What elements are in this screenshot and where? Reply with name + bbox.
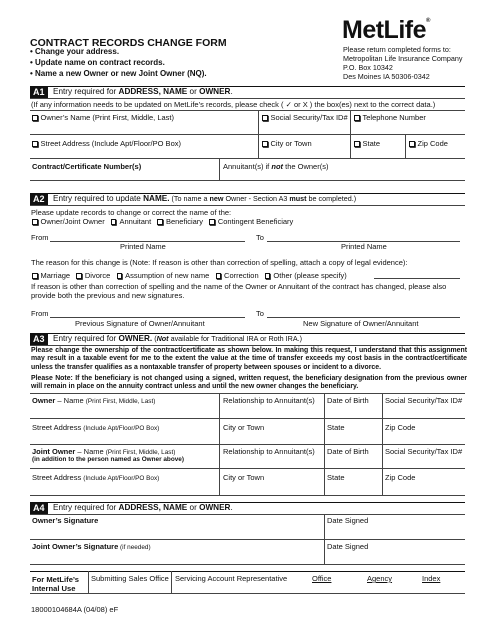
a3-street-small: (Include Apt/Floor/PO Box)	[83, 425, 160, 432]
a1-title-pre: Entry required for	[53, 87, 119, 96]
a1-contract-field[interactable]: Contract/Certificate Number(s)	[32, 162, 142, 171]
a3-title	[53, 333, 302, 345]
a2-other-specify-line[interactable]	[374, 278, 460, 279]
a2-from-label: From	[31, 233, 49, 242]
footer-bottom-rule	[30, 593, 465, 594]
a1-row-rule-3	[30, 158, 465, 159]
reason-new-name[interactable]	[117, 271, 210, 280]
agency-field[interactable]: Agency	[367, 574, 393, 583]
a4-title-pre: Entry required for	[53, 503, 119, 512]
role-owner-label: Owner/Joint Owner	[40, 217, 105, 226]
a1-title-end: .	[230, 87, 233, 96]
checkbox-state[interactable]	[354, 141, 360, 147]
a1-rule	[30, 98, 465, 99]
a3-dob-field[interactable]: Date of Birth	[327, 396, 369, 405]
bullet-2: • Update name on contract records.	[30, 58, 165, 67]
checkbox-role-beneficiary[interactable]	[157, 219, 163, 225]
servicing-rep-field[interactable]: Servicing Account Representative	[175, 574, 288, 583]
reason-correction-label: Correction	[224, 271, 259, 280]
reason-divorce-label: Divorce	[84, 271, 111, 280]
a1-row-rule-1	[30, 110, 465, 111]
a3-joint-state[interactable]: State	[327, 473, 345, 482]
a3-relationship-field[interactable]: Relationship to Annuitant(s)	[223, 396, 315, 405]
a3-note-b: Not	[156, 334, 169, 343]
a2-new-sig-line[interactable]	[267, 317, 460, 318]
a3-joint-name: – Name	[75, 447, 106, 456]
a3-zip-field[interactable]: Zip Code	[385, 423, 416, 432]
a3-note-pre: (	[152, 334, 157, 343]
a3-bottom-rule	[30, 495, 465, 496]
a2-badge: A2	[30, 193, 48, 205]
a1-title	[53, 86, 233, 98]
a3-joint-bold: Joint Owner	[32, 447, 76, 456]
a3-state-field[interactable]: State	[327, 423, 345, 432]
a1-divider-5	[405, 134, 406, 158]
a2-note-b2: must	[289, 194, 307, 203]
return-line-1: Please return completed forms to:	[343, 45, 451, 54]
logo-text: MetLife	[342, 16, 426, 44]
a3-joint-small: (Print First, Middle, Last)	[105, 449, 176, 456]
reason-other[interactable]	[265, 271, 347, 280]
a1-instruction: (If any information needs to be updated on MetLife’s records, please check ( ✓ or X ) the box(es) next to the correct data.)	[31, 100, 436, 109]
a1-street-label: Street Address (Include Apt/Floor/PO Box)	[40, 139, 181, 148]
a3-owner-name: – Name	[55, 396, 86, 405]
a1-phone-field[interactable]	[354, 113, 426, 122]
role-annuitant-label: Annuitant	[119, 217, 152, 226]
checkbox-role-contingent[interactable]	[209, 219, 215, 225]
joint-sig-note: (if needed)	[118, 544, 151, 551]
a1-divider-4	[350, 134, 351, 158]
bullet-1: • Change your address.	[30, 47, 120, 56]
a4-title	[53, 502, 233, 514]
checkbox-street[interactable]	[32, 141, 38, 147]
a2-update-text: Please update records to change or correct the name of the:	[31, 208, 232, 217]
a2-new-sig-label: New Signature of Owner/Annuitant	[303, 319, 419, 328]
a2-roles	[32, 217, 293, 226]
a3-ssn-field[interactable]: Social Security/Tax ID#	[385, 396, 463, 405]
a1-annuitant-field[interactable]	[223, 162, 328, 171]
a3-title-pre: Entry required for	[53, 334, 119, 343]
a3-row-rule-3	[30, 468, 465, 469]
date-signed-field[interactable]: Date Signed	[327, 516, 369, 525]
a1-annuitant-end: the Owner(s)	[283, 162, 329, 171]
a3-row-rule-2	[30, 444, 465, 445]
metlife-logo: MetLife®	[342, 16, 430, 44]
a3-note-end: available for Traditional IRA or Roth IRA.)	[168, 334, 303, 343]
return-line-3: P.O. Box 10342	[343, 63, 393, 72]
a3-owner-small: (Print First, Middle, Last)	[85, 398, 156, 405]
a3-joint-note: (in addition to the person named as Owner above)	[32, 456, 184, 463]
submitting-sales-office-field[interactable]: Submitting Sales Office	[91, 574, 169, 583]
a1-title-bold2: OWNER	[199, 87, 231, 96]
a1-street-field[interactable]	[32, 139, 181, 148]
a2-note-end: be completed.)	[306, 194, 357, 203]
bullet-1-text: Change your address.	[35, 47, 120, 56]
a1-ssn-field[interactable]	[262, 113, 348, 122]
role-contingent[interactable]	[209, 217, 293, 226]
a1-divider-1	[258, 110, 259, 134]
checkbox-correction[interactable]	[216, 273, 222, 279]
a1-divider-2	[350, 110, 351, 134]
a2-to-label: To	[256, 233, 264, 242]
checkbox-divorce[interactable]	[76, 273, 82, 279]
role-owner[interactable]	[32, 217, 105, 226]
a3-city-field[interactable]: City or Town	[223, 423, 265, 432]
a4-title-end: .	[230, 503, 233, 512]
a2-title-pre: Entry required to update	[53, 194, 144, 203]
a3-owner-bold: Owner	[32, 396, 56, 405]
date-signed-2-field[interactable]: Date Signed	[327, 542, 369, 551]
a2-rule	[30, 205, 465, 206]
checkbox-marriage[interactable]	[32, 273, 38, 279]
a3-para-1: Please change the ownership of the contract/certificate as shown below. In making this request, I understand that this assignment may result in a taxable event for me to the extent the value at the time of transfer exceeds my cost basis in the contract/certificate unless the transfer qualifies as a nontaxable transfer of property between spouses or incident to a divorce.	[31, 347, 467, 371]
a2-printed-name-2: Printed Name	[341, 242, 387, 251]
return-address	[343, 45, 462, 81]
role-annuitant[interactable]	[111, 217, 151, 226]
a3-badge: A3	[30, 333, 48, 345]
a2-note-b1: new	[209, 194, 224, 203]
office-field[interactable]: Office	[312, 574, 332, 583]
return-line-4: Des Moines IA 50306-0342	[343, 72, 430, 81]
a1-title-bold: ADDRESS, NAME	[118, 87, 188, 96]
a1-city-field[interactable]	[262, 139, 312, 148]
checkbox-phone[interactable]	[354, 115, 360, 121]
a3-joint-city[interactable]: City or Town	[223, 473, 265, 482]
a3-row-rule-1	[30, 418, 465, 419]
bullet-2-text: Update name on contract records.	[35, 58, 165, 67]
a3-street-label: Street Address	[32, 423, 84, 432]
a2-prev-sig-line[interactable]	[50, 317, 245, 318]
a1-zip-field[interactable]	[409, 139, 448, 148]
a1-city-label: City or Town	[270, 139, 312, 148]
reason-marriage-label: Marriage	[40, 271, 71, 280]
a3-joint-street-field[interactable]	[32, 473, 159, 483]
a2-to-label-2: To	[256, 309, 264, 318]
a4-bottom-rule	[30, 564, 465, 565]
a3-joint-relationship[interactable]: Relationship to Annuitant(s)	[223, 447, 315, 456]
checkbox-role-owner[interactable]	[32, 219, 38, 225]
a4-row-rule	[30, 539, 465, 540]
reason-correction[interactable]	[216, 271, 259, 280]
checkbox-other[interactable]	[265, 273, 271, 279]
a2-reasons	[32, 271, 347, 280]
a3-title-bold: OWNER.	[118, 334, 153, 343]
a3-owner-field[interactable]	[32, 396, 155, 406]
a3-joint-street-label: Street Address	[32, 473, 84, 482]
a3-joint-zip[interactable]: Zip Code	[385, 473, 416, 482]
reason-divorce[interactable]	[76, 271, 110, 280]
a2-title-bold: NAME.	[143, 194, 170, 203]
a1-zip-label: Zip Code	[417, 139, 448, 148]
footer-divider-1	[88, 571, 89, 593]
a3-rule	[30, 345, 465, 346]
reason-other-label: Other (please specify)	[273, 271, 347, 280]
a1-bottom-rule	[30, 180, 465, 181]
a1-owner-name-label: Owner’s Name (Print First, Middle, Last)	[40, 113, 175, 122]
a1-title-mid: or	[187, 87, 200, 96]
return-line-2: Metropolitan Life Insurance Company	[343, 54, 463, 63]
a4-badge: A4	[30, 502, 48, 514]
a1-badge: A1	[30, 86, 48, 98]
a2-reason-text: The reason for this change is (Note: If reason is other than correction of spelling, attach a copy of legal evidence):	[31, 258, 408, 267]
footer-divider-2	[171, 571, 172, 593]
a3-joint-ssn[interactable]: Social Security/Tax ID#	[385, 447, 463, 456]
a2-printed-name-1: Printed Name	[120, 242, 166, 251]
form-title: CONTRACT RECORDS CHANGE FORM	[30, 37, 227, 49]
a3-row-rule-0	[30, 393, 465, 394]
role-contingent-label: Contingent Beneficiary	[217, 217, 294, 226]
checkbox-city[interactable]	[262, 141, 268, 147]
footer-top-rule	[30, 571, 465, 572]
a2-note-pre: (To name a	[169, 194, 210, 203]
role-beneficiary[interactable]	[157, 217, 203, 226]
a1-row-rule-2	[30, 134, 465, 135]
a1-ssn-label: Social Security/Tax ID#	[270, 113, 348, 122]
a1-state-field[interactable]	[354, 139, 380, 148]
a2-note-mid: Owner - Section A3	[223, 194, 290, 203]
a4-title-bold: ADDRESS, NAME	[118, 503, 188, 512]
a1-state-label: State	[362, 139, 381, 148]
a3-para-2: Please Note: If the beneficiary is not changed using a signed, written request, the beneficiary designation from the previous owner will remain in place on the annuity contract unless and until the new owner changes the beneficiary.	[31, 375, 467, 391]
a4-title-mid: or	[187, 503, 200, 512]
reason-new-name-label: Assumption of new name	[125, 271, 210, 280]
checkbox-owner-name[interactable]	[32, 115, 38, 121]
a2-title	[53, 193, 356, 205]
index-field[interactable]: Index	[422, 574, 441, 583]
joint-signature-field[interactable]	[32, 542, 151, 552]
checkbox-role-annuitant[interactable]	[111, 219, 117, 225]
a1-phone-label: Telephone Number	[362, 113, 426, 122]
a3-joint-dob[interactable]: Date of Birth	[327, 447, 369, 456]
a1-annuitant-pre: Annuitant(s) if	[223, 162, 272, 171]
reason-marriage[interactable]	[32, 271, 70, 280]
a1-divider-6	[219, 158, 220, 180]
a3-joint-street-small: (Include Apt/Floor/PO Box)	[83, 475, 160, 482]
checkbox-ssn[interactable]	[262, 115, 268, 121]
a2-other-text: If reason is other than correction of spelling and the name of the Owner or Annuitant of the contract has changed, please also provide both the previous and new signatures.	[31, 282, 447, 301]
bullet-3: • Name a new Owner or new Joint Owner (NQ).	[30, 69, 207, 78]
a2-from-label-2: From	[31, 309, 49, 318]
role-beneficiary-label: Beneficiary	[165, 217, 204, 226]
a1-divider-3	[258, 134, 259, 158]
internal-use-label: For MetLife’s Internal Use	[32, 575, 79, 594]
joint-sig-label: Joint Owner’s Signature	[32, 542, 119, 551]
a1-annuitant-not: not	[271, 162, 284, 171]
checkbox-new-name[interactable]	[117, 273, 123, 279]
a2-prev-sig-label: Previous Signature of Owner/Annuitant	[75, 319, 205, 328]
a3-street-field[interactable]	[32, 423, 159, 433]
a1-owner-name-field[interactable]	[32, 113, 174, 122]
form-number: 18000104684A (04/08) eF	[31, 605, 119, 614]
checkbox-zip[interactable]	[409, 141, 415, 147]
a4-title-bold2: OWNER	[199, 503, 231, 512]
owner-signature-field[interactable]: Owner’s Signature	[32, 516, 99, 525]
a4-rule	[30, 514, 465, 515]
bullet-3-text: Name a new Owner or new Joint Owner (NQ).	[35, 69, 207, 78]
